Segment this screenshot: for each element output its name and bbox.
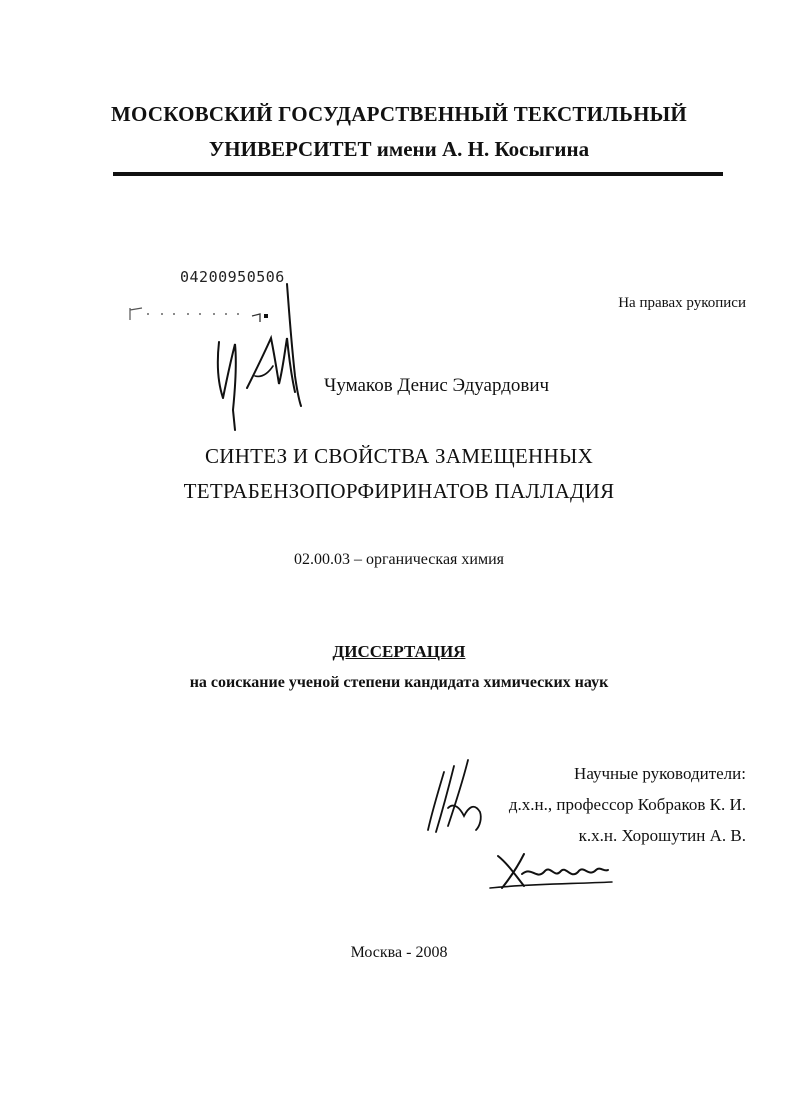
supervisors-heading: Научные руководители:: [574, 764, 746, 783]
supervisor-signature-2: [488, 846, 618, 896]
thesis-title-line-1: СИНТЕЗ И СВОЙСТВА ЗАМЕЩЕННЫХ: [204, 444, 594, 468]
rights-note: На правах рукописи: [618, 295, 746, 311]
library-stamp-number: 04200950506: [180, 268, 285, 286]
university-name-line-2: УНИВЕРСИТЕТ имени А. Н. Косыгина: [208, 137, 590, 161]
author-signature: [205, 280, 315, 435]
supervisor-1: д.х.н., профессор Кобраков К. И.: [508, 795, 746, 814]
document-type: ДИССЕРТАЦИЯ: [332, 642, 466, 661]
degree-statement: на соискание ученой степени кандидата химических наук: [189, 674, 609, 691]
city-year: Москва - 2008: [350, 944, 448, 961]
header-divider: [113, 172, 723, 176]
thesis-title-line-2: ТЕТРАБЕНЗОПОРФИРИНАТОВ ПАЛЛАДИЯ: [183, 479, 615, 503]
supervisor-2: к.х.н. Хорошутин А. В.: [578, 826, 746, 845]
university-name-line-1: МОСКОВСКИЙ ГОСУДАРСТВЕННЫЙ ТЕКСТИЛЬНЫЙ: [111, 102, 687, 126]
supervisor-signature-1: [422, 756, 492, 836]
specialty-code: 02.00.03 – органическая химия: [293, 551, 505, 568]
author-name: Чумаков Денис Эдуардович: [324, 375, 550, 396]
